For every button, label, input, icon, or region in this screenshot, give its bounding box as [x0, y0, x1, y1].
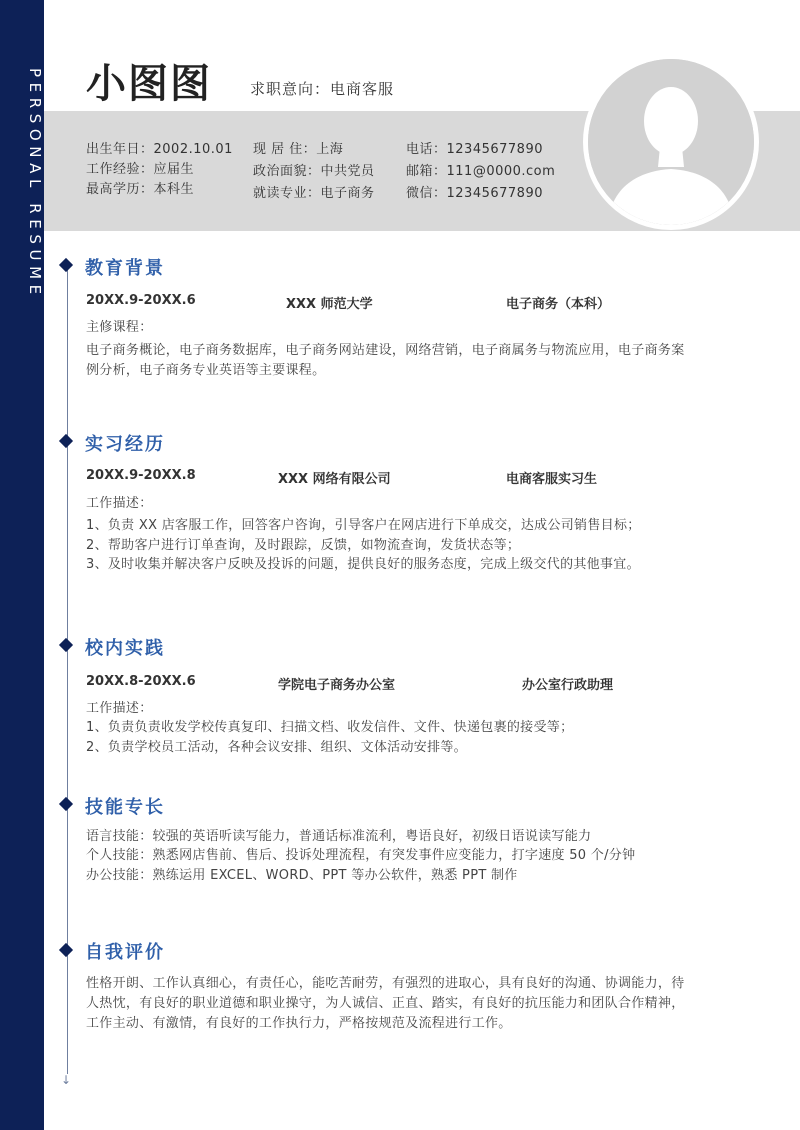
info-email: 邮箱：111@0000.com — [406, 164, 556, 179]
skills-line: 办公技能：熟练运用 EXCEL、WORD、PPT 等办公软件，熟悉 PPT 制作 — [86, 868, 518, 883]
diamond-icon — [59, 258, 73, 272]
internship-date: 20XX.9-20XX.8 — [86, 468, 196, 483]
section-title-self-eval: 自我评价 — [85, 942, 165, 963]
education-line: 主修课程： — [86, 320, 153, 335]
info-degree: 最高学历：本科生 — [86, 182, 195, 197]
section-title-education: 教育背景 — [85, 258, 165, 279]
info-birth: 出生年日：2002.10.01 — [86, 142, 233, 157]
self-eval-line: 工作主动、有激情，有良好的工作执行力，严格按规范及流程进行工作。 — [86, 1016, 512, 1031]
internship-line: 3、及时收集并解决客户反映及投诉的问题，提供良好的服务态度，完成上级交代的其他事宜。 — [86, 557, 640, 572]
self-eval-line: 性格开朗、工作认真细心，有责任心，能吃苦耐劳，有强烈的进取心，具有良好的沟通、协调能力，待 — [86, 976, 685, 991]
sidebar-title: PERSONAL RESUME — [26, 68, 44, 300]
diamond-icon — [59, 943, 73, 957]
education-degree: 电子商务（本科） — [506, 297, 611, 312]
diamond-icon — [59, 638, 73, 652]
info-major: 就读专业：电子商务 — [253, 186, 375, 201]
info-phone: 电话：12345677890 — [406, 142, 543, 157]
internship-line: 2、帮助客户进行订单查询，及时跟踪，反馈，如物流查询，发货状态等； — [86, 538, 521, 553]
info-residence: 现 居 住：上海 — [253, 142, 344, 157]
info-experience: 工作经验：应届生 — [86, 162, 195, 177]
diamond-icon — [59, 797, 73, 811]
avatar — [583, 54, 759, 230]
internship-line: 工作描述： — [86, 496, 153, 511]
campus-org: 学院电子商务办公室 — [278, 678, 396, 693]
diamond-icon — [59, 434, 73, 448]
internship-line: 1、负责 XX 店客服工作，回答客户咨询，引导客户在网店进行下单成交，达成公司销售目标； — [86, 518, 641, 533]
internship-role: 电商客服实习生 — [506, 472, 598, 487]
job-intent: 求职意向：电商客服 — [250, 80, 395, 98]
campus-line: 工作描述： — [86, 701, 153, 716]
section-title-internship: 实习经历 — [85, 434, 165, 455]
info-wechat: 微信：12345677890 — [406, 186, 543, 201]
arrow-down-icon: ↓ — [61, 1073, 72, 1087]
campus-date: 20XX.8-20XX.6 — [86, 674, 196, 689]
section-title-campus: 校内实践 — [85, 638, 165, 659]
skills-line: 个人技能：熟悉网店售前、售后、投诉处理流程，有突发事件应变能力，打字速度 50 个/分钟 — [86, 848, 636, 863]
info-political: 政治面貌：中共党员 — [253, 164, 375, 179]
internship-company: XXX 网络有限公司 — [278, 472, 391, 487]
section-title-skills: 技能专长 — [85, 797, 165, 818]
education-date: 20XX.9-20XX.6 — [86, 293, 196, 308]
education-school: XXX 师范大学 — [286, 297, 373, 312]
education-line: 例分析，电子商务专业英语等主要课程。 — [86, 363, 326, 378]
education-line: 电子商务概论，电子商务数据库，电子商务网站建设，网络营销，电子商属务与物流应用，电子商务案 — [86, 343, 685, 358]
campus-line: 2、负责学校员工活动，各种会议安排、组织、文体活动安排等。 — [86, 740, 467, 755]
skills-line: 语言技能：较强的英语听读写能力，普通话标准流利，粤语良好，初级日语说读写能力 — [86, 829, 592, 844]
campus-role: 办公室行政助理 — [522, 678, 614, 693]
self-eval-line: 人热忱，有良好的职业道德和职业操守，为人诚信、正直、踏实，有良好的抗压能力和团队合作精神， — [86, 996, 685, 1011]
campus-line: 1、负责负责收发学校传真复印、扫描文档、收发信件、文件、快递包裹的接受等； — [86, 720, 574, 735]
person-silhouette-icon — [588, 59, 754, 225]
candidate-name: 小图图 — [86, 61, 212, 107]
